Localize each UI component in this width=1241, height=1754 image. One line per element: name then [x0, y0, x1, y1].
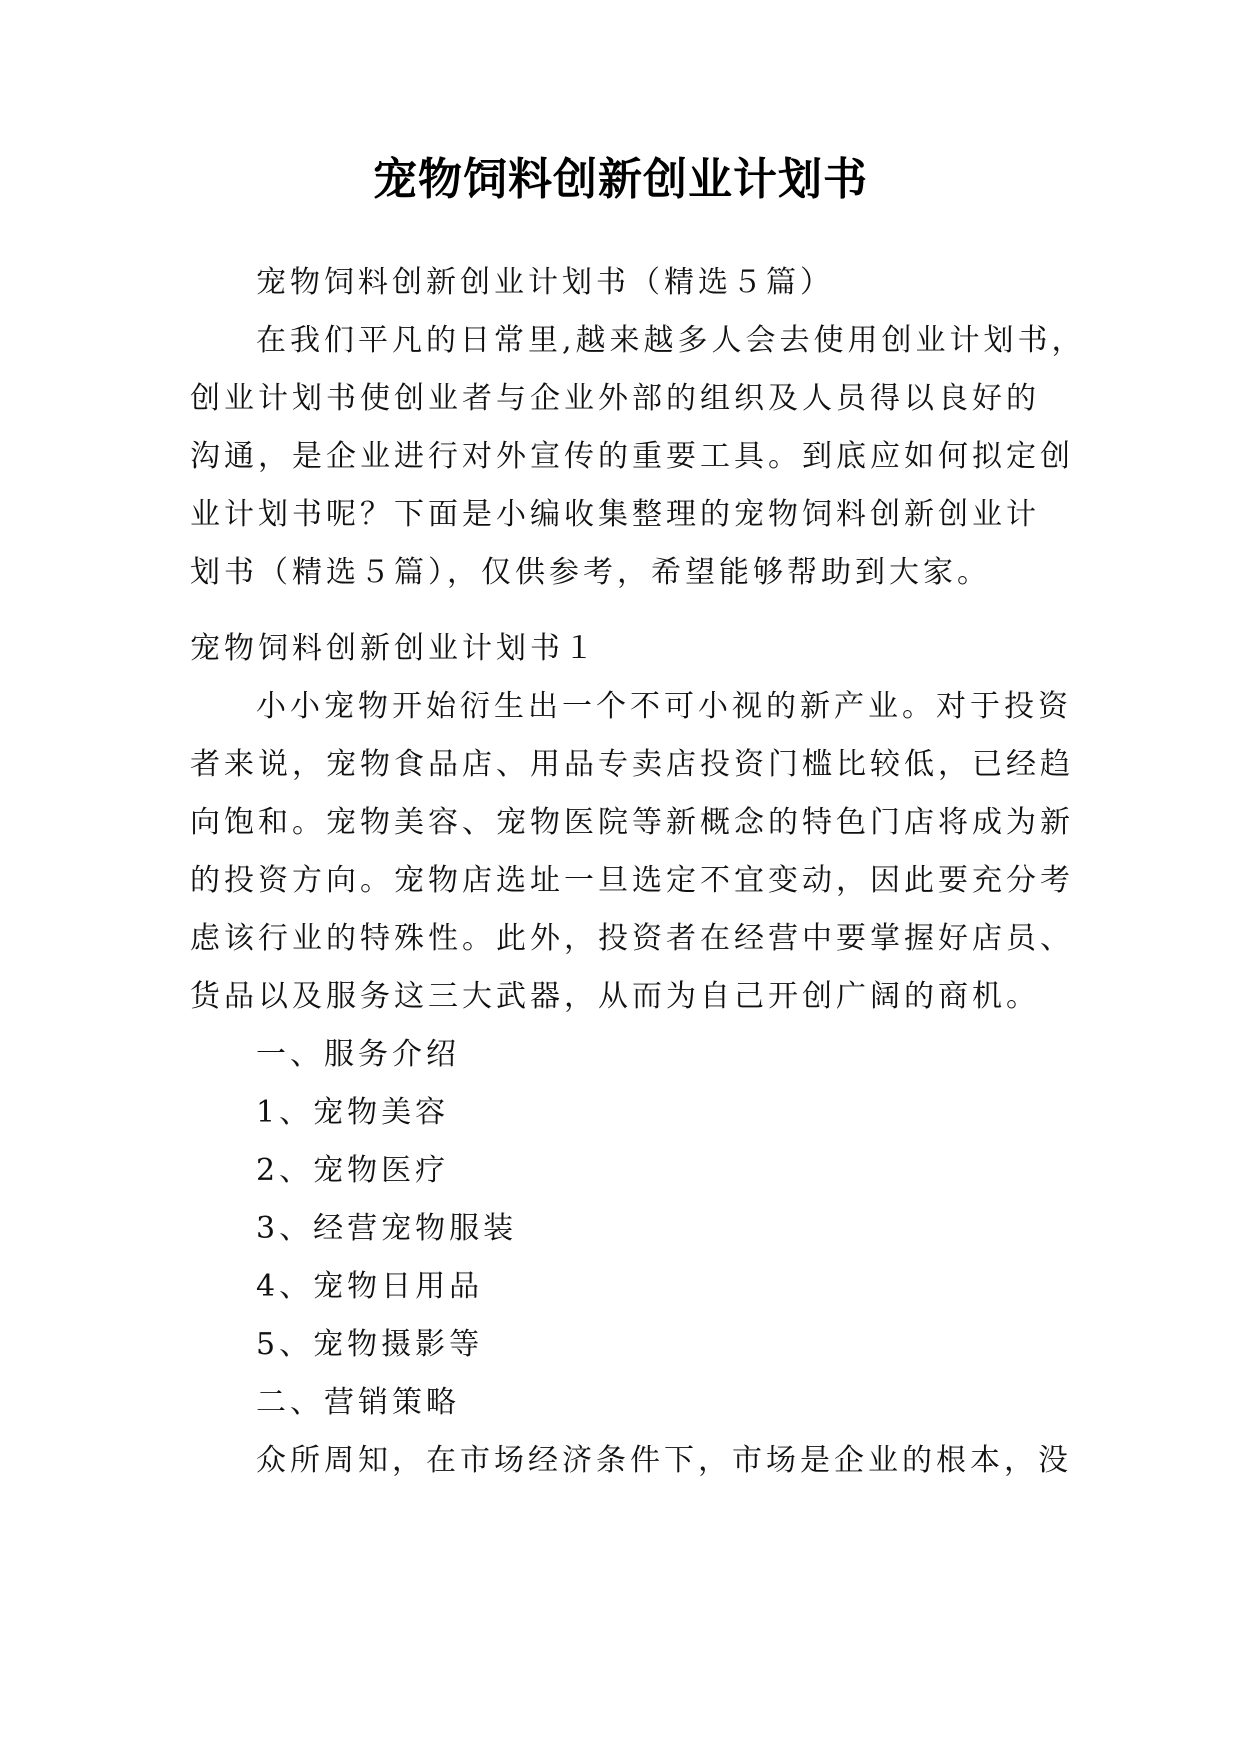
document-title: 宠物饲料创新创业计划书: [373, 154, 868, 205]
intro-block: [190, 254, 1086, 602]
section-paragraph-line: 货品以及服务这三大武器，从而为自己开创广阔的商机。: [190, 979, 1040, 1014]
section-paragraph-line: 向饱和。宠物美容、宠物医院等新概念的特色门店将成为新: [190, 805, 1074, 840]
intro-subtitle: 宠物饲料创新创业计划书（精选５篇）: [256, 265, 834, 300]
service-item: 2、宠物医疗: [256, 1153, 450, 1188]
marketing-paragraph-line: 众所周知，在市场经济条件下，市场是企业的根本，没: [256, 1443, 1072, 1478]
service-item: 4、宠物日用品: [256, 1269, 484, 1304]
intro-paragraph-line: 沟通，是企业进行对外宣传的重要工具。到底应如何拟定创: [190, 439, 1074, 474]
section-heading: 宠物饲料创新创业计划书１: [190, 631, 598, 666]
section-1-block: [190, 620, 1074, 1490]
service-item: 1、宠物美容: [256, 1095, 450, 1130]
section-paragraph-line: 小小宠物开始衍生出一个不可小视的新产业。对于投资: [256, 689, 1072, 724]
services-heading: 一、服务介绍: [256, 1037, 460, 1072]
intro-paragraph-line: 划书（精选５篇），仅供参考，希望能够帮助到大家。: [190, 555, 991, 590]
section-paragraph-line: 者来说，宠物食品店、用品专卖店投资门槛比较低，已经趋: [190, 747, 1074, 782]
intro-paragraph-line: 业计划书呢？下面是小编收集整理的宠物饲料创新创业计: [190, 497, 1040, 532]
section-paragraph-line: 虑该行业的特殊性。此外，投资者在经营中要掌握好店员、: [190, 921, 1074, 956]
intro-paragraph-line: 在我们平凡的日常里,越来越多人会去使用创业计划书，: [256, 323, 1086, 358]
intro-paragraph-line: 创业计划书使创业者与企业外部的组织及人员得以良好的: [190, 381, 1040, 416]
marketing-heading: 二、营销策略: [256, 1385, 460, 1420]
service-item: 5、宠物摄影等: [256, 1327, 484, 1362]
section-paragraph-line: 的投资方向。宠物店选址一旦选定不宜变动，因此要充分考: [190, 863, 1074, 898]
service-item: 3、经营宠物服装: [256, 1211, 518, 1246]
